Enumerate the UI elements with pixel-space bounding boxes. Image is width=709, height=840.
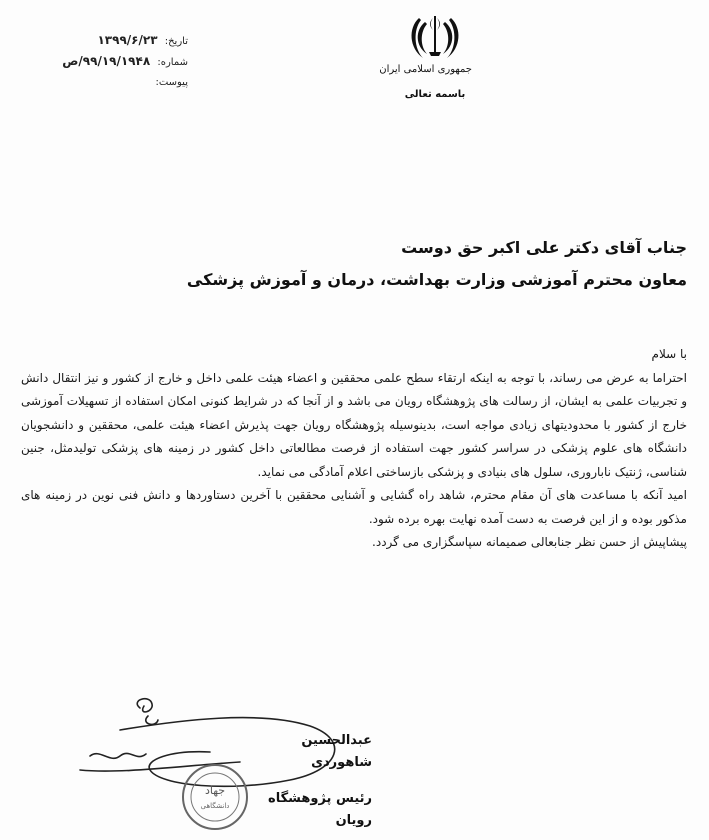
number-row [38,51,188,72]
date-row [38,30,188,51]
attachment-label: پیوست: [155,77,188,88]
signer-title: رئیس پژوهشگاه رویان [268,791,372,828]
greeting: با سلام [651,347,687,361]
iran-emblem-icon [407,12,463,62]
basmala-text: باسمه تعالی [404,89,466,100]
republic-text: جمهوری اسلامی ایران [379,64,472,75]
date-value: ۱۳۹۹/۶/۲۳ [97,33,158,47]
recipient-name: جناب آقای دکتر علی اکبر حق دوست [401,238,687,257]
body-paragraph-2: امید آنکه با مساعدت های آن مقام محترم، شاهد راه گشایی و آشنایی محققین با آخرین دستاوردها و دانش فنی نوین در زمینه های مذکور بوده و از این فرصت به دست آمده نهایت بهره برده شود. [21,488,687,526]
official-stamp-icon [180,762,250,832]
attachment-row [38,72,188,93]
number-label: شماره: [157,57,188,68]
letter-body [21,343,687,555]
body-paragraph-1: احتراما به عرض می رساند، با توجه به اینکه ارتقاء سطح علمی محققین و اعضاء هیئت علمی داخل و خارج از کشور و نیز انتقال دانش و تجربیات علمی به ایشان، از رسالت های پژوهشگاه رویان می باشد و از آنجا که در شرایط کنونی امکان استفاده از تسهیلات آموزشی خارج از کشور با محدودیتهای زیادی مواجه است، بدینوسیله پژوهشگاه رویان جهت پذیرش اعضاء هیئت علمی، محققین و دانشجویان دانشگاه های علوم پزشکی در سراسر کشور جهت استفاده از فرصت مطالعاتی داخل کشور در زمینه های پزشکی تولیدمثل، جنین شناسی، ژنتیک ناباروری، سلول های بنیادی و پزشکی بازساختی اعلام آمادگی می نماید. [21,370,687,479]
signature-block [252,730,372,832]
number-value: ۹۹/۱۹/۱۹۴۸/ص [62,54,151,68]
recipient-block [127,233,687,295]
svg-text:دانشگاهی: دانشگاهی [200,802,230,810]
signer-name: عبدالحسین شاهوردی [301,733,372,770]
letter-meta [38,30,188,93]
recipient-title: معاون محترم آموزشی وزارت بهداشت، درمان و آموزش پزشکی [186,270,687,289]
emblem-block [379,12,472,100]
svg-text:جهاد: جهاد [204,784,226,797]
body-paragraph-3: پیشاپیش از حسن نظر جنابعالی صمیمانه سپاسگزاری می گردد. [372,535,687,549]
date-label: تاریخ: [164,36,188,47]
